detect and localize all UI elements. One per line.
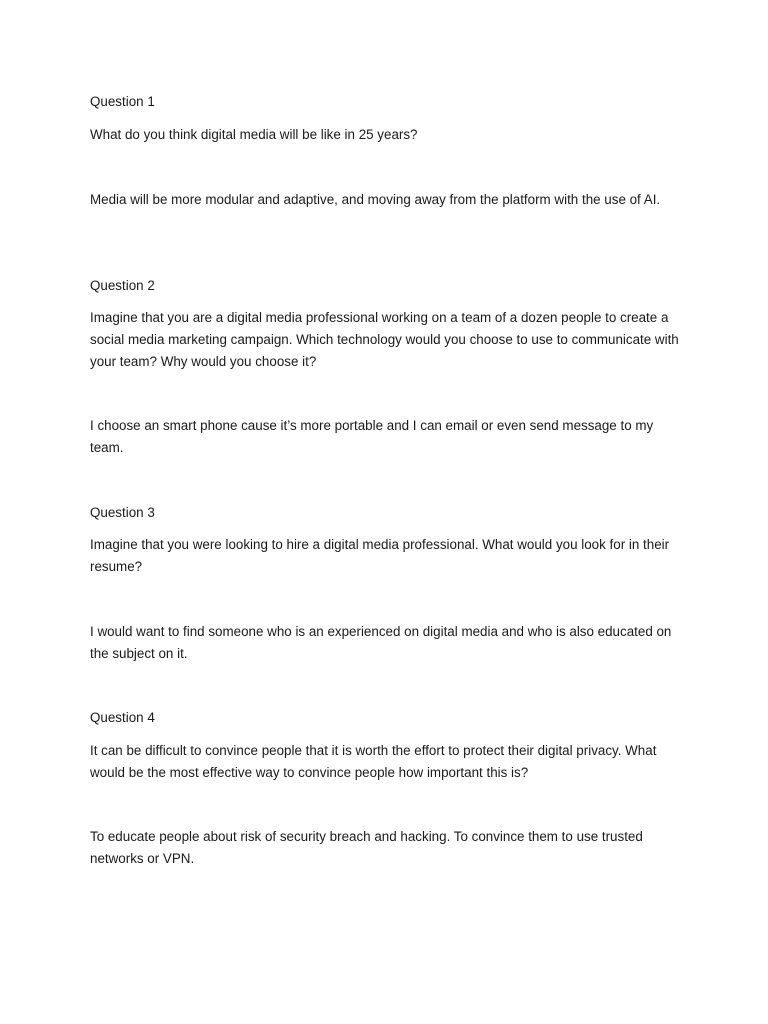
question-3-answer: I would want to find someone who is an experienced on digital media and who is also educated on the subject on it. — [90, 624, 672, 661]
question-3-heading: Question 3 — [90, 505, 155, 520]
question-2-prompt: Imagine that you are a digital media professional working on a team of a dozen people to create a social media marketing campaign. Which technology would you choose to use to communicate with your team? Why would you choose it? — [90, 310, 679, 369]
question-4-prompt: It can be difficult to convince people that it is worth the effort to protect their digital privacy. What would be the most effective way to convince people how important this is? — [90, 743, 657, 780]
question-4-answer: To educate people about risk of security breach and hacking. To convince them to use trusted networks or VPN. — [90, 829, 643, 866]
question-1-answer: Media will be more modular and adaptive, and moving away from the platform with the use of AI. — [90, 192, 661, 207]
question-2-answer: I choose an smart phone cause it’s more portable and I can email or even send message to my team. — [90, 418, 654, 455]
question-2-heading: Question 2 — [90, 278, 155, 293]
question-1-heading: Question 1 — [90, 94, 155, 109]
question-3-prompt: Imagine that you were looking to hire a digital media professional. What would you look for in their resume? — [90, 537, 670, 574]
question-4-heading: Question 4 — [90, 710, 155, 725]
question-1-prompt: What do you think digital media will be like in 25 years? — [90, 127, 418, 142]
